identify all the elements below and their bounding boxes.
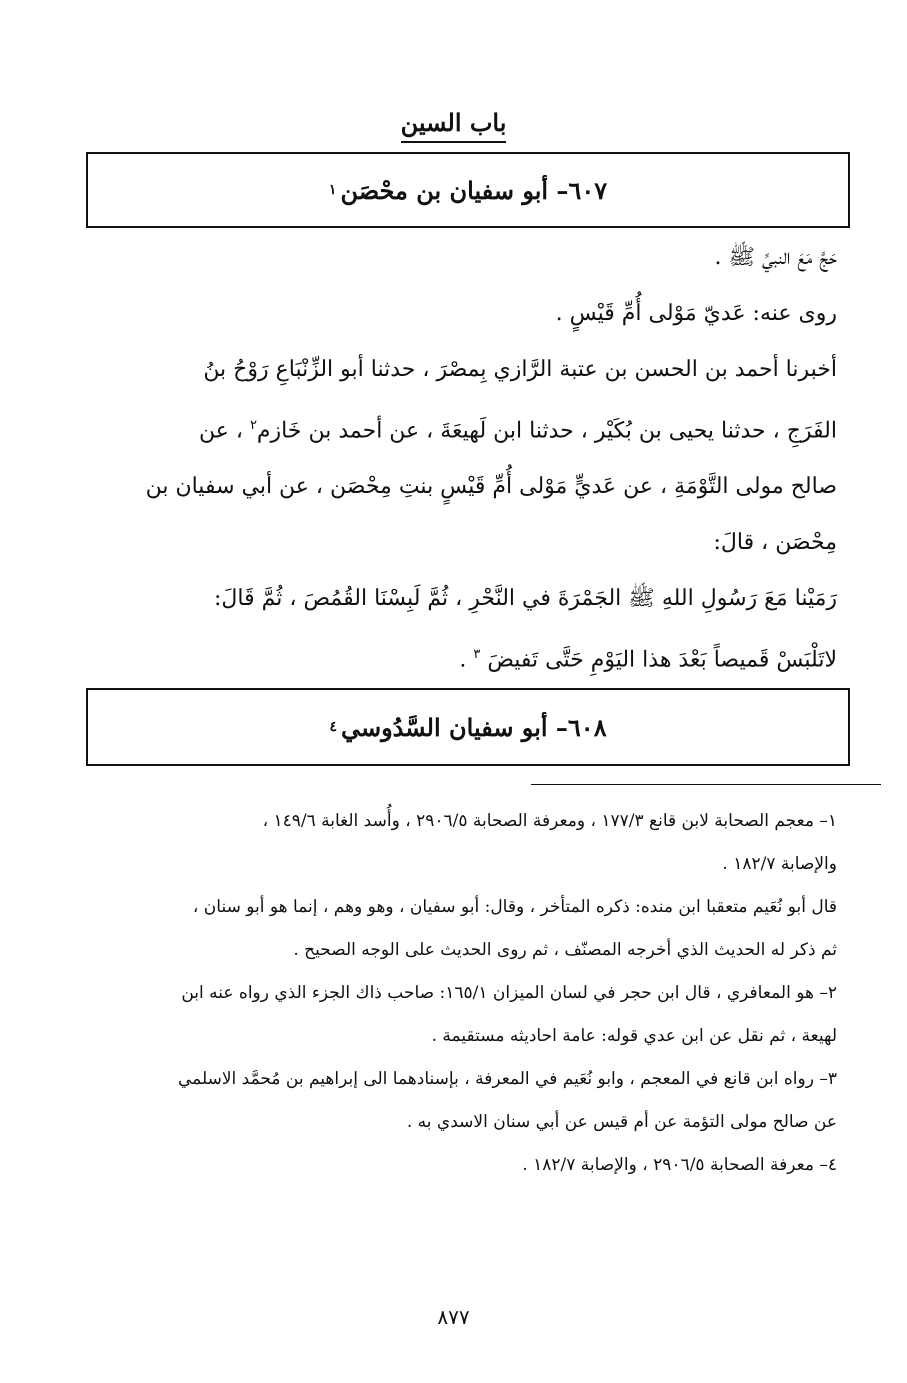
- footnote-line: قال أبو نُعَيم متعقبا ابن منده: ذكره المتأخر ، وقال: أبو سفيان ، وهو وهم ، إنما هو أبو سنان ،: [192, 897, 837, 917]
- footnote-mark: ٢: [249, 418, 257, 433]
- text-line: صالح مولى التَّوْمَةِ ، عن عَديٍّ مَوْلى أُمِّ قَيْسٍ بنتِ مِحْصَن ، عن أبي سفيان بن: [145, 474, 837, 500]
- text-line: رَمَيْنا مَعَ رَسُولِ اللهِ ﷺ الجَمْرَةَ في النَّحْرِ ، ثُمَّ لَبِسْنَا القُمُصَ ، ثُمَّ قَالَ:: [214, 586, 837, 612]
- footnote-line: ٣– رواه ابن قانع في المعجم ، وابو نُعَيم في المعرفة ، بإسنادهما الى إبراهيم بن مُحمَّد الاسلمي: [177, 1069, 837, 1089]
- entry-heading-box: [86, 688, 850, 766]
- text-segment: .: [459, 647, 467, 673]
- footnote-mark: ٣: [473, 647, 481, 663]
- page-number: ٨٧٧: [437, 1305, 470, 1329]
- text-line: روى عنه: عَديّ مَوْلى أُمِّ قَيْسٍ .: [555, 301, 837, 326]
- footnote-line: لهيعة ، ثم نقل عن ابن عدي قوله: عامة احاديثه مستقيمة .: [431, 1026, 837, 1046]
- footnote-mark: ٤: [329, 719, 337, 735]
- footnote-line: ١– معجم الصحابة لابن قانع ١٧٧/٣ ، ومعرفة الصحابة ٢٩٠٦/٥ ، وأُسد الغابة ١٤٩/٦ ،: [262, 811, 837, 831]
- entry-heading: ٦٠٨– أبو سفيان السَّدُوسي: [340, 712, 607, 742]
- text-line: حَجَّ مَعَ النبيِّ ﷺ .: [714, 245, 837, 270]
- chapter-title: باب السين: [0, 108, 907, 137]
- text-line: أخبرنا أحمد بن الحسن بن عتبة الرَّازي بِمصْرَ ، حدثنا أبو الزِّنْبَاعِ رَوْحُ بنُ: [203, 357, 837, 382]
- text-line: [92, 398, 837, 459]
- footnote-line: ٤– معرفة الصحابة ٢٩٠٦/٥ ، والإصابة ١٨٢/٧ .: [522, 1155, 837, 1175]
- footnote-divider: [531, 784, 881, 785]
- text-line: [92, 627, 837, 688]
- text-line: مِحْصَن ، قالَ:: [713, 530, 837, 556]
- entry-body: [92, 230, 837, 689]
- text-segment: لاتَلْبَسْ قَميصاً بَعْدَ هذا اليَوْمِ حَتَّى تَفيضَ: [487, 647, 837, 673]
- entry-heading: ٦٠٧– أبو سفيان بن محْصَن: [340, 175, 608, 205]
- footnote-line: ٢– هو المعافري ، قال ابن حجر في لسان الميزان ١٦٥/١: صاحب ذاك الجزء الذي رواه عنه ابن: [181, 983, 837, 1003]
- footnote-mark: ١: [328, 182, 337, 198]
- text-segment: الفَرَجِ ، حدثنا يحيى بن بُكَيْر ، حدثنا ابن لَهيعَةَ ، عن أحمد بن خَازم: [256, 418, 837, 444]
- text-segment: ، عن: [198, 418, 243, 444]
- entry-heading-box: [86, 152, 850, 228]
- footnote-line: والإصابة ١٨٢/٧ .: [722, 854, 837, 874]
- footnote-line: ثم ذكر له الحديث الذي أخرجه المصنّف ، ثم روى الحديث على الوجه الصحيح .: [293, 940, 837, 960]
- footnotes: [92, 800, 837, 1187]
- footnote-line: عن صالح مولى التؤمة عن أم قيس عن أبي سنان الاسدي به .: [406, 1112, 837, 1132]
